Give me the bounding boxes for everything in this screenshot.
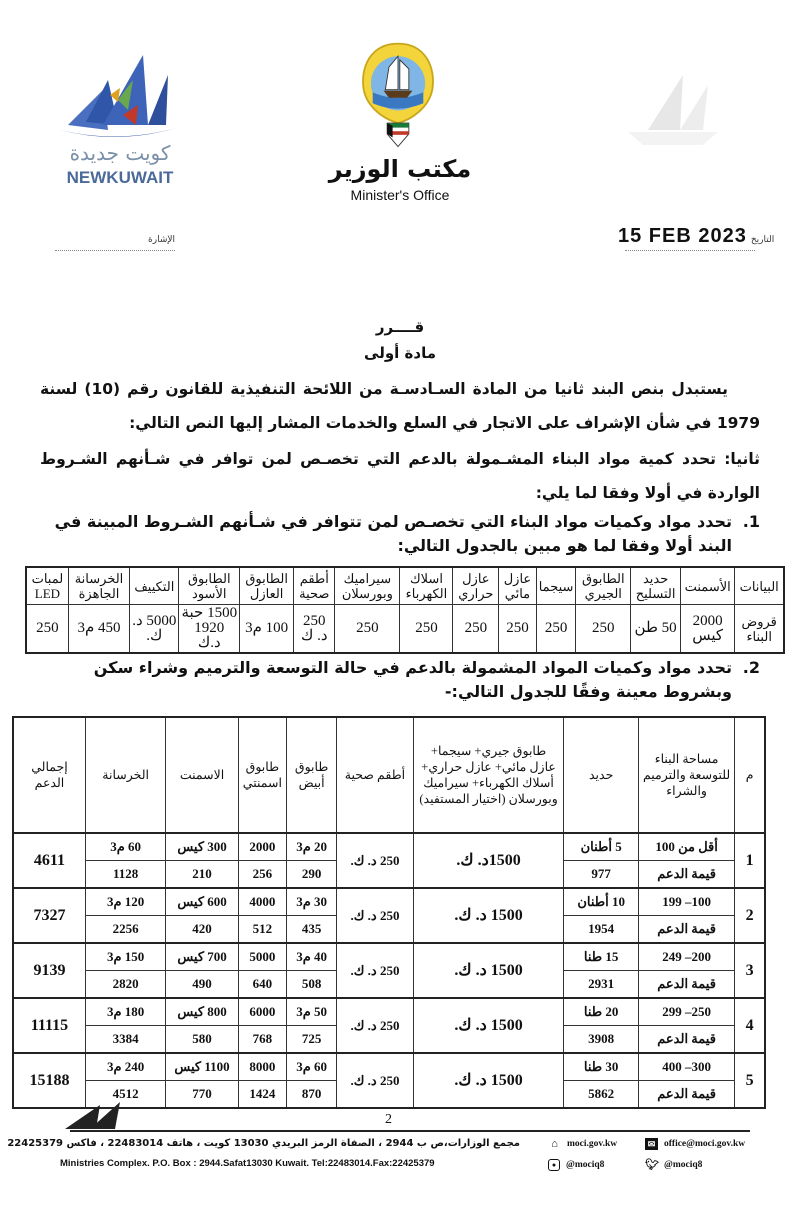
renovation-table-header (13, 717, 765, 833)
header-cell: سيراميك وبورسلان (335, 567, 400, 605)
cell-white-brick-value: 725 (286, 1026, 336, 1054)
ministers-office-arabic: مكتب الوزير (328, 155, 472, 183)
cell-cement-value: 770 (166, 1081, 238, 1109)
cell-total: 4611 (13, 833, 85, 888)
ministers-office-english: Minister's Office (350, 187, 450, 203)
cell-white-brick: 30 م3 (286, 888, 336, 916)
cell-white-brick: 40 م3 (286, 943, 336, 971)
cell-steel: 30 طنا (564, 1053, 638, 1081)
header-cell: عازل مائي (499, 567, 537, 605)
newkuwait-english-text: NEWKUWAIT (66, 168, 174, 187)
cell-cement: 800 كيس (166, 998, 238, 1026)
address-english: Ministries Complex. P.O. Box : 2944.Safat13030 Kuwait. Tel:22483014.Fax:22425379 (60, 1158, 435, 1169)
instagram-icon: ● (548, 1159, 560, 1171)
cell-cement: 700 كيس (166, 943, 238, 971)
cell-white-brick: 50 م3 (286, 998, 336, 1026)
cell-bundle: 1500 د. ك. (413, 888, 564, 943)
header-cell: حديد (564, 717, 638, 833)
cell-area: أقل من 100 (638, 833, 735, 861)
page-number: 2 (385, 1112, 392, 1127)
twitter-icon: 🐦︎ (645, 1159, 659, 1171)
cell-cement-value: 490 (166, 971, 238, 999)
date-line (625, 250, 755, 251)
cell-cement-brick: 6000 (238, 998, 286, 1026)
cell-index: 3 (735, 943, 765, 998)
header-cell: سيجما (536, 567, 576, 605)
table-row (13, 1053, 765, 1081)
header-cell: طابوق اسمنتي (238, 717, 286, 833)
row-cell: 2000 كيس (680, 605, 734, 654)
row-cell: 250 (453, 605, 499, 654)
header-cell: إجمالي الدعم (13, 717, 85, 833)
header-cell: الطابوق العازل (240, 567, 294, 605)
cell-index: 1 (735, 833, 765, 888)
cell-cement-value: 580 (166, 1026, 238, 1054)
cell-bundle: 1500د. ك. (413, 833, 564, 888)
cell-support-value-label: قيمة الدعم (638, 1026, 735, 1054)
cell-cement-brick: 2000 (238, 833, 286, 861)
cell-index: 4 (735, 998, 765, 1053)
header-cell: طابوق أبيض (286, 717, 336, 833)
cell-cement-brick-value: 768 (238, 1026, 286, 1054)
cell-steel: 15 طنا (564, 943, 638, 971)
dhow-footer-icon (60, 1100, 130, 1130)
cell-area: 200– 249 (638, 943, 735, 971)
header-cell: الطابوق الأسود (179, 567, 240, 605)
row-cell: 250 (576, 605, 631, 654)
item-1-number: 1. (742, 512, 760, 531)
row-cell: 250 (536, 605, 576, 654)
cell-area: 100– 199 (638, 888, 735, 916)
cell-cement-brick-value: 1424 (238, 1081, 286, 1109)
header-cell: حديد التسليح (631, 567, 681, 605)
item-2-text: تحدد مواد وكميات المواد المشمولة بالدعم في حالة التوسعة والترميم وشراء سكن وبشروط معينة وفقًا للجدول التالي:- (93, 658, 732, 701)
row-cell: 1500 حبة 1920 د.ك (179, 605, 240, 654)
item-2 (40, 656, 760, 706)
header-cell: عازل حراري (453, 567, 499, 605)
home-icon: ⌂ (551, 1138, 558, 1150)
cell-white-brick-value: 870 (286, 1081, 336, 1109)
cell-steel-value: 977 (564, 861, 638, 889)
reference-line (55, 250, 175, 251)
materials-table (25, 566, 785, 654)
materials-table-header (26, 567, 784, 605)
decree-title: قــــرر (375, 318, 425, 336)
cell-support-value-label: قيمة الدعم (638, 971, 735, 999)
row-cell: 250 (26, 605, 68, 654)
website-contact[interactable] (548, 1136, 617, 1152)
header-cell: الخرسانة الجاهزة (68, 567, 129, 605)
cell-cement-brick-value: 256 (238, 861, 286, 889)
header-cell: طابوق جيري+ سيجما+ عازل مائي+ عازل حراري+ أسلاك الكهرباء+ سيراميك وبورسلان (اختيار المستفيد) (413, 717, 564, 833)
row-cell: 50 طن (631, 605, 681, 654)
cell-sanitary: 250 د. ك. (337, 943, 413, 998)
cell-sanitary: 250 د. ك. (337, 998, 413, 1053)
cell-white-brick-value: 290 (286, 861, 336, 889)
item-1 (40, 510, 760, 560)
dhow-watermark-icon (608, 60, 728, 170)
cell-cement-brick-value: 512 (238, 916, 286, 944)
cell-concrete-value: 2820 (85, 971, 165, 999)
cell-steel: 10 أطنان (564, 888, 638, 916)
cell-total: 11115 (13, 998, 85, 1053)
paragraph-2: ثانيا: تحدد كمية مواد البناء المشـمولة بالدعم التي تخصـص لمن توافر في شـأنهم الشـروط الواردة في أولا وفقا لما يلي: (40, 450, 760, 502)
cell-steel: 20 طنا (564, 998, 638, 1026)
table-row (13, 998, 765, 1026)
header-cell: الطابوق الجيري (576, 567, 631, 605)
cell-index: 5 (735, 1053, 765, 1108)
cell-steel-value: 5862 (564, 1081, 638, 1109)
website-link[interactable]: moci.gov.kw (567, 1139, 618, 1149)
header-cell: لمبات LED (26, 567, 68, 605)
cell-index: 2 (735, 888, 765, 943)
cell-white-brick: 60 م3 (286, 1053, 336, 1081)
cell-sanitary: 250 د. ك. (337, 888, 413, 943)
cell-support-value-label: قيمة الدعم (638, 916, 735, 944)
cell-steel: 5 أطنان (564, 833, 638, 861)
table-row (13, 943, 765, 971)
cell-cement-brick-value: 640 (238, 971, 286, 999)
header-cell: الأسمنت (680, 567, 734, 605)
cell-concrete: 60 م3 (85, 833, 165, 861)
date-value: 15 FEB 2023 (618, 225, 747, 247)
row-cell: 250 (400, 605, 453, 654)
cell-support-value-label: قيمة الدعم (638, 1081, 735, 1109)
cell-total: 7327 (13, 888, 85, 943)
item-2-number: 2. (742, 658, 760, 677)
cell-sanitary: 250 د. ك. (337, 1053, 413, 1108)
row-cell: 100 م3 (240, 605, 294, 654)
header-cell: أطقم صحية (337, 717, 413, 833)
newkuwait-logo (48, 40, 188, 145)
footer-divider (70, 1130, 750, 1132)
cell-bundle: 1500 د. ك. (413, 1053, 564, 1108)
row-cell: 250 د. ك (294, 605, 335, 654)
cell-area: 300– 400 (638, 1053, 735, 1081)
cell-steel-value: 2931 (564, 971, 638, 999)
cell-concrete: 120 م3 (85, 888, 165, 916)
table-row (13, 833, 765, 861)
header-cell: التكييف (130, 567, 179, 605)
header-cell: البيانات (735, 567, 784, 605)
cell-steel-value: 3908 (564, 1026, 638, 1054)
cell-support-value-label: قيمة الدعم (638, 861, 735, 889)
kuwait-emblem (352, 40, 444, 152)
header-cell: الخرسانة (85, 717, 165, 833)
cell-concrete: 240 م3 (85, 1053, 165, 1081)
header-cell: اسلاك الكهرباء (400, 567, 453, 605)
cell-concrete-value: 2256 (85, 916, 165, 944)
row-cell: 250 (499, 605, 537, 654)
table-row (13, 888, 765, 916)
cell-concrete-value: 3384 (85, 1026, 165, 1054)
cell-bundle: 1500 د. ك. (413, 998, 564, 1053)
header-cell: الاسمنت (166, 717, 238, 833)
cell-white-brick-value: 435 (286, 916, 336, 944)
instagram-handle[interactable]: @mociq8 (566, 1160, 605, 1170)
cell-cement: 600 كيس (166, 888, 238, 916)
date-label: التاريخ (750, 234, 775, 244)
address-arabic: مجمع الوزارات،ص ب 2944 ، الصفاة الرمز البريدي 13030 كويت ، هاتف 22483014 ، فاكس 22425379 (7, 1138, 520, 1149)
cell-total: 9139 (13, 943, 85, 998)
email-contact[interactable] (645, 1136, 745, 1152)
cell-cement-brick: 8000 (238, 1053, 286, 1081)
row-cell: 5000 د. ك. (130, 605, 179, 654)
twitter-contact[interactable] (645, 1157, 702, 1173)
row-cell: 250 (335, 605, 400, 654)
newkuwait-arabic-text: كويت جديدة (69, 141, 171, 165)
cell-cement: 300 كيس (166, 833, 238, 861)
renovation-support-table (12, 716, 766, 1109)
date-stamp (618, 224, 774, 248)
cell-cement-value: 420 (166, 916, 238, 944)
item-1-text: تحدد مواد وكميات مواد البناء التي تخصـص لمن تتوافر في شـأنهم الشـروط المبينة في البند أولا وفقا لما هو مبين بالجدول التالي: (54, 512, 732, 555)
email-link[interactable]: office@moci.gov.kw (664, 1139, 746, 1149)
article-title: مادة أولى (364, 344, 436, 362)
cell-total: 15188 (13, 1053, 85, 1108)
twitter-handle[interactable]: @mociq8 (664, 1160, 703, 1170)
cell-sanitary: 250 د. ك. (337, 833, 413, 888)
cell-cement-value: 210 (166, 861, 238, 889)
row-cell: قروض البناء (735, 605, 784, 654)
cell-concrete: 150 م3 (85, 943, 165, 971)
cell-concrete-value: 4512 (85, 1081, 165, 1109)
cell-steel-value: 1954 (564, 916, 638, 944)
cell-white-brick: 20 م3 (286, 833, 336, 861)
header-cell: م (735, 717, 765, 833)
row-cell: 450 م3 (68, 605, 129, 654)
cell-cement: 1100 كيس (166, 1053, 238, 1081)
cell-cement-brick: 5000 (238, 943, 286, 971)
envelope-icon: ✉ (645, 1138, 658, 1150)
cell-cement-brick: 4000 (238, 888, 286, 916)
header-cell: مساحة البناء للتوسعة والترميم والشراء (638, 717, 735, 833)
cell-concrete: 180 م3 (85, 998, 165, 1026)
cell-bundle: 1500 د. ك. (413, 943, 564, 998)
cell-concrete-value: 1128 (85, 861, 165, 889)
header-cell: أطقم صحية (294, 567, 335, 605)
instagram-contact[interactable] (548, 1157, 604, 1173)
reference-label: الإشارة (148, 235, 175, 245)
paragraph-1: يستبدل بنص البند ثانيا من المادة السـادسـة من اللائحة التنفيذية للقانون رقم (10) لسنة 1979 في شأن الإشراف على الاتجار في السلع والخدمات المشار إليها النص التالي: (40, 380, 760, 432)
cell-area: 250– 299 (638, 998, 735, 1026)
cell-white-brick-value: 508 (286, 971, 336, 999)
table-row (26, 605, 784, 654)
